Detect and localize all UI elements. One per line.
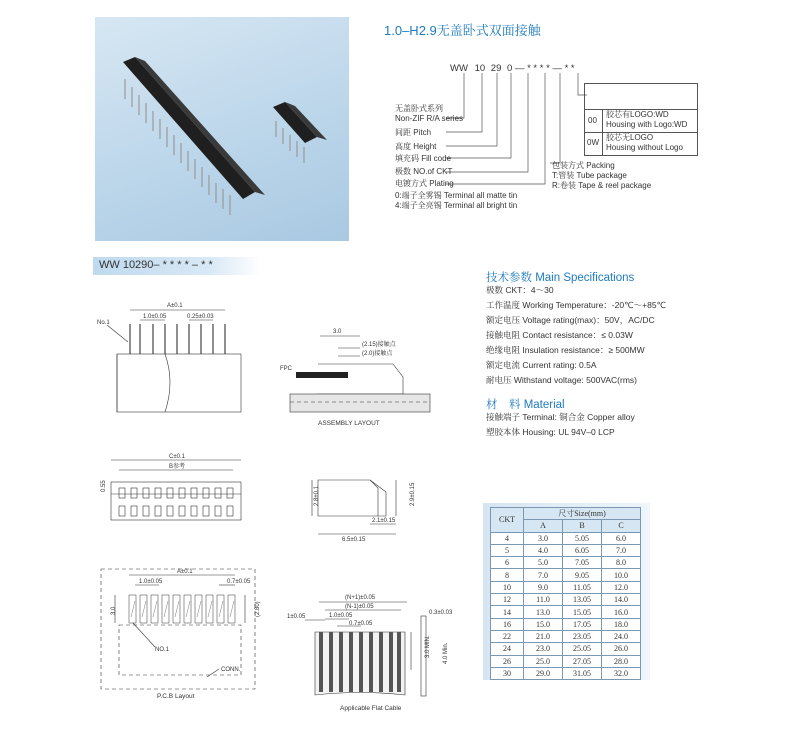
cable-caption: Applicable Flat Cable	[340, 705, 402, 712]
ckt-header: CKT	[491, 508, 524, 533]
code-label-pitch: 间距 Pitch	[395, 128, 432, 137]
code-label-series: 无盖卧式系列 Non-ZIF R/A series	[395, 104, 464, 123]
fpc-label: FPC	[280, 366, 292, 372]
pcb-dim-a: A±0.1	[177, 569, 193, 575]
code-prefix: WW	[450, 63, 468, 74]
size-header: 尺寸Size(mm)	[524, 508, 641, 520]
dim-2-0: (2.0)接触点	[362, 351, 393, 357]
side-view-drawing	[300, 470, 420, 542]
top-view-drawing	[95, 452, 255, 532]
large-connector	[123, 57, 265, 215]
pcb-dim-2-80: (2.80)	[255, 601, 261, 617]
specifications-heading: 技术参数 Main Specifications	[486, 272, 635, 284]
small-connector	[273, 102, 327, 163]
dim-pin: 0.25±0.03	[187, 314, 214, 320]
code-ckt: * * * *	[527, 63, 550, 74]
assembly-caption: ASSEMBLY LAYOUT	[318, 420, 380, 427]
material-item: 塑胶本体 Housing: UL 94V–0 LCP	[486, 427, 615, 437]
col-a-header: A	[524, 520, 563, 532]
dim-0-55: 0.55	[101, 480, 107, 492]
dim-c: C±0.1	[169, 454, 185, 460]
table-row: 5 4.0 6.05 7.0	[491, 544, 641, 556]
spec-item: 工作温度 Working Temperature：-20℃～+85℃	[486, 300, 667, 310]
pcb-layout-drawing	[95, 565, 265, 705]
pcb-conn-label: CONN.	[221, 667, 241, 673]
material-heading: 材 料 Material	[486, 399, 565, 411]
assembly-layout-drawing	[278, 322, 438, 432]
table-row: 24 23.0 25.05 26.0	[491, 643, 641, 655]
cable-dim-edge: 1±0.05	[287, 614, 306, 620]
table-row: 6 5.0 7.05 8.0	[491, 557, 641, 569]
table-row: 30 29.0 31.05 32.0	[491, 667, 641, 679]
cable-dim-n-minus-1: (N-1)±0.05	[345, 604, 374, 610]
code-fill: 0	[507, 63, 513, 74]
code-pitch: 10	[474, 63, 486, 74]
table-row: 14 13.0 15.05 16.0	[491, 606, 641, 618]
spec-item: 接触电阻 Contact resistance：≤ 0.03W	[486, 330, 633, 340]
table-row: 10 9.0 11.05 12.0	[491, 581, 641, 593]
logo-code-00: 00	[588, 116, 597, 125]
dim-2-9: 2.9±0.15	[410, 482, 416, 506]
cable-dim-pitch: 1.0±0.05	[329, 613, 353, 619]
table-row: 12 11.0 13.05 14.0	[491, 594, 641, 606]
code-label-ckt: 极数 NO.of CKT	[395, 167, 453, 176]
code-label-height: 高度 Height	[395, 142, 437, 151]
dim-6-5: 6.5±0.15	[342, 537, 366, 542]
logo-option-with: 胶芯有LOGO:WD Housing with Logo:WD	[606, 110, 688, 129]
material-list	[486, 410, 635, 440]
material-item: 接触端子 Terminal: 铜合金 Copper alloy	[486, 412, 635, 422]
table-row: 26 25.0 27.05 28.0	[491, 655, 641, 667]
dim-pitch: 1.0±0.05	[143, 314, 167, 320]
pcb-caption: P.C.B Layout	[157, 693, 195, 700]
dim-b: B参考	[169, 464, 186, 470]
table-row: 22 21.0 23.05 24.0	[491, 630, 641, 642]
plating-options: 0:端子全雾锡 Terminal all matte tin 4:端子全亮锡 Terminal all bright tin	[395, 191, 518, 210]
dim-2-15: (2.15)接触点	[362, 342, 396, 348]
logo-options-box	[584, 83, 698, 156]
pcb-dim-3-0: 3.0	[111, 606, 117, 615]
dim-3-0: 3.0	[333, 329, 342, 335]
cable-dim-4-min: 4.0 Min.	[443, 642, 449, 664]
connector-illustration	[95, 17, 349, 241]
table-row: 16 15.0 17.05 18.0	[491, 618, 641, 630]
pcb-dim-pitch: 1.0±0.05	[139, 579, 163, 585]
spec-item: 极数 CKT：4～30	[486, 285, 554, 295]
table-row: 8 7.0 9.05 10.0	[491, 569, 641, 581]
cable-dim-n-plus-1: (N+1)±0.05	[345, 595, 376, 601]
spec-item: 耐电压 Withstand voltage: 500VAC(rms)	[486, 375, 637, 385]
spec-item: 额定电压 Voltage rating(max)：50V，AC/DC	[486, 315, 655, 325]
size-table	[490, 507, 641, 680]
packing-options: 包装方式 Packing T:管装 Tube package R:卷装 Tape & reel package	[552, 161, 652, 190]
product-title: 1.0–H2.9无盖卧式双面接触	[384, 23, 541, 38]
pcb-dim-pad: 0.7±0.05	[227, 579, 251, 585]
dim-2-8: 2.8±0.1	[314, 486, 320, 506]
dim-a: A±0.1	[167, 303, 183, 309]
dim-2-1: 2.1±0.15	[372, 518, 396, 524]
specifications-list	[486, 283, 666, 388]
code-label-fill: 填充码 Fill code	[395, 154, 452, 163]
logo-code-0w: 0W	[587, 138, 599, 147]
cable-dim-3-min: 3.0 MIN.	[425, 635, 431, 658]
code-height: 29	[490, 63, 502, 74]
cable-dim-thickness: 0.3±0.03	[429, 610, 453, 616]
col-b-header: B	[563, 520, 602, 532]
flat-cable-drawing	[285, 590, 460, 715]
col-c-header: C	[602, 520, 641, 532]
spec-item: 额定电流 Current rating: 0.5A	[486, 360, 597, 370]
pin1-label: No.1	[97, 320, 110, 326]
product-photo	[95, 17, 349, 241]
code-suffix: * *	[564, 63, 575, 74]
model-number: WW 10290– * * * * – * *	[99, 259, 213, 271]
code-label-plating: 电镀方式 Plating	[395, 179, 454, 188]
table-row: 4 3.0 5.05 6.0	[491, 532, 641, 544]
spec-item: 绝缘电阻 Insulation resistance：≥ 500MW	[486, 345, 645, 355]
logo-option-without: 胶芯无LOGO Housing without Logo	[606, 133, 683, 152]
pcb-no1-label: NO.1	[155, 647, 170, 653]
model-banner	[93, 257, 261, 275]
cable-dim-width: 0.7±0.05	[349, 621, 373, 627]
code-dash2: —	[552, 63, 562, 74]
code-dash: —	[514, 63, 525, 74]
front-view-drawing	[95, 292, 255, 422]
